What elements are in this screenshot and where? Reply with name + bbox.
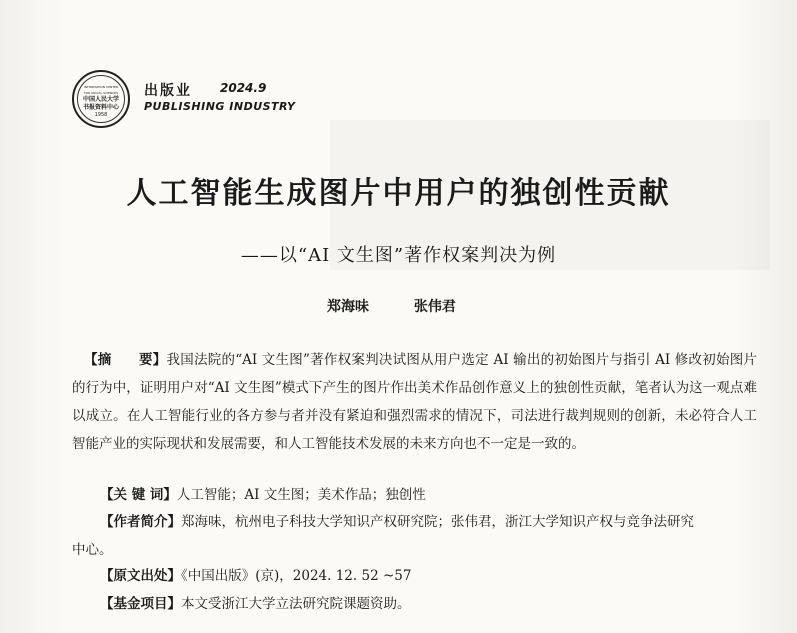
seal-top-text: INFORMATION CENTER FOR SOCIAL SCIENCES [83,85,119,95]
source-label: 【原文出处】 [100,568,181,584]
journal-title-en: PUBLISHING INDUSTRY [144,100,296,113]
author-info-text-2: 中心。 [72,542,113,558]
author-info-text-1: 郑海味，杭州电子科技大学知识产权研究院；张伟君，浙江大学知识产权与竞争法研究 [181,514,694,530]
abstract-label: 【摘 要】 [84,352,167,368]
source-row [100,562,760,590]
journal-title-cn: 出版业 [144,83,192,99]
author-info-row-2 [72,536,732,564]
fund-row [100,590,760,618]
article-subtitle: ——以“AI 文生图”著作权案判决为例 [240,245,557,266]
seal-ring [77,75,125,123]
abstract-paragraph [72,346,757,458]
keywords-text: 人工智能；AI 文生图；美术作品；独创性 [176,487,426,503]
keywords-row [100,481,760,509]
author-info-label: 【作者简介】 [100,514,181,530]
seal-name-1: 中国人民大学 [82,96,119,103]
keywords-label: 【关 键 词】 [100,487,177,503]
fund-text: 本文受浙江大学立法研究院课题资助。 [181,596,411,612]
abstract-text: 我国法院的“AI 文生图”著作权案判决试图从用户选定 AI 输出的初始图片与指引 AI 修改初始图片的行为中，证明用户对“AI 文生图”模式下产生的图片作出美术作品创作意义上的独创性贡献，笔者认为这一观点难以成立。在人工智能行业的各方参与者并没有紧迫和强烈需求的情况下，司法进行裁判规则的创新，未必符合人工智能产业的实际现状和发展需要，和人工智能技术发展的未来方向也不一定是一致的。 [72,352,757,452]
source-text: 《中国出版》(京)，2024. 12. 52 ~57 [181,568,412,584]
journal-seal-logo [72,70,130,128]
author-2: 张伟君 [413,299,456,315]
seal-name-2: 书报资料中心 [82,104,119,111]
journal-header [72,70,332,130]
article-title: 人工智能生成图片中用户的独创性贡献 [126,176,671,211]
author-info-row [100,508,760,536]
journal-issue: 2024.9 [220,81,267,95]
authors-line [327,296,496,316]
seal-year: 1958 [94,112,108,118]
author-1: 郑海味 [327,299,369,315]
fund-label: 【基金项目】 [100,596,181,612]
